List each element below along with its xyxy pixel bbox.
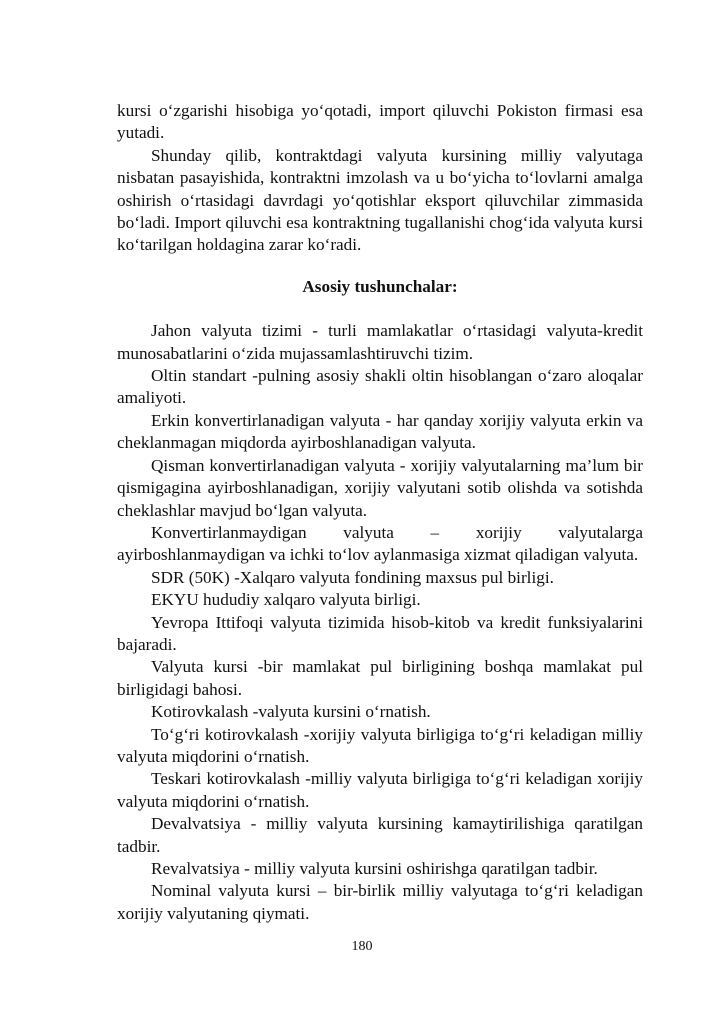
definition-paragraph: Teskari kotirovkalash -milliy valyuta birligiga to‘g‘ri keladigan xorijiy valyuta miqdorini o‘rnatish. [117, 769, 643, 811]
page-number: 180 [351, 939, 373, 954]
definition-paragraph: Revalvatsiya - milliy valyuta kursini oshirishga qaratilgan tadbir. [151, 859, 598, 878]
definition-paragraph: Nominal valyuta kursi – bir-birlik milliy valyutaga to‘g‘ri keladigan xorijiy valyutaning qiymati. [117, 881, 643, 923]
definition-paragraph: Jahon valyuta tizimi - turli mamlakatlar o‘rtasidagi valyuta-kredit munosabatlarini o‘zida mujassamlashtiruvchi tizim. [117, 321, 643, 363]
definition-paragraph: Erkin konvertirlanadigan valyuta - har qanday xorijiy valyuta erkin va cheklanmagan miqdorda ayirboshlanadigan valyuta. [117, 410, 643, 453]
definition-paragraph: Kotirovkalash -valyuta kursini o‘rnatish. [151, 702, 431, 722]
definition-paragraph: Valyuta kursi -bir mamlakat pul birligining boshqa mamlakat pul birligidagi bahosi. [117, 657, 643, 699]
definition-paragraph: EKYU hududiy xalqaro valyuta birligi. [151, 590, 421, 610]
definition-paragraph: To‘g‘ri kotirovkalash -xorijiy valyuta birligiga to‘g‘ri keladigan milliy valyuta miqdorini o‘rnatish. [117, 724, 643, 766]
definition-paragraph: Oltin standart -pulning asosiy shakli oltin hisoblangan o‘zaro aloqalar amaliyoti. [117, 366, 643, 408]
definition-paragraph: Devalvatsiya - milliy valyuta kursining kamaytirilishiga qaratilgan tadbir. [117, 814, 643, 856]
section-heading: Asosiy tushunchalar: [302, 276, 458, 296]
definition-paragraph: Konvertirlanmaydigan valyuta – xorijiy valyutalarga ayirboshlanmaydigan va ichki to‘lov aylanmasiga xizmat qiladigan valyuta. [117, 522, 643, 565]
definition-paragraph: Yevropa Ittifoqi valyuta tizimida hisob-kitob va kredit funksiyalarini bajaradi. [117, 612, 643, 654]
paragraph-summary: Shunday qilib, kontraktdagi valyuta kursining milliy valyutaga nisbatan pasayishida, kontraktni imzolash va u bo‘yicha to‘lovlarni amalga oshirish o‘rtasidagi davrdagi yo‘qotishlar eksport qiluvchilar zimmasida bo‘ladi. Import qiluvchi esa kontraktning tugallanishi chog‘ida valyuta kursi ko‘tarilgan holdagina zarar ko‘radi. [117, 145, 643, 255]
page-body [117, 100, 643, 925]
definition-paragraph: Qisman konvertirlanadigan valyuta - xorijiy valyutalarning ma’lum bir qismigagina ayirboshlanadigan, xorijiy valyutani sotib olishda va sotishda cheklashlar mavjud bo‘lgan valyuta. [117, 455, 643, 520]
definition-paragraph: SDR (50K) -Xalqaro valyuta fondining maxsus pul birligi. [151, 567, 554, 587]
paragraph-continuation: kursi o‘zgarishi hisobiga yo‘qotadi, import qiluvchi Pokiston firmasi esa yutadi. [117, 101, 643, 143]
